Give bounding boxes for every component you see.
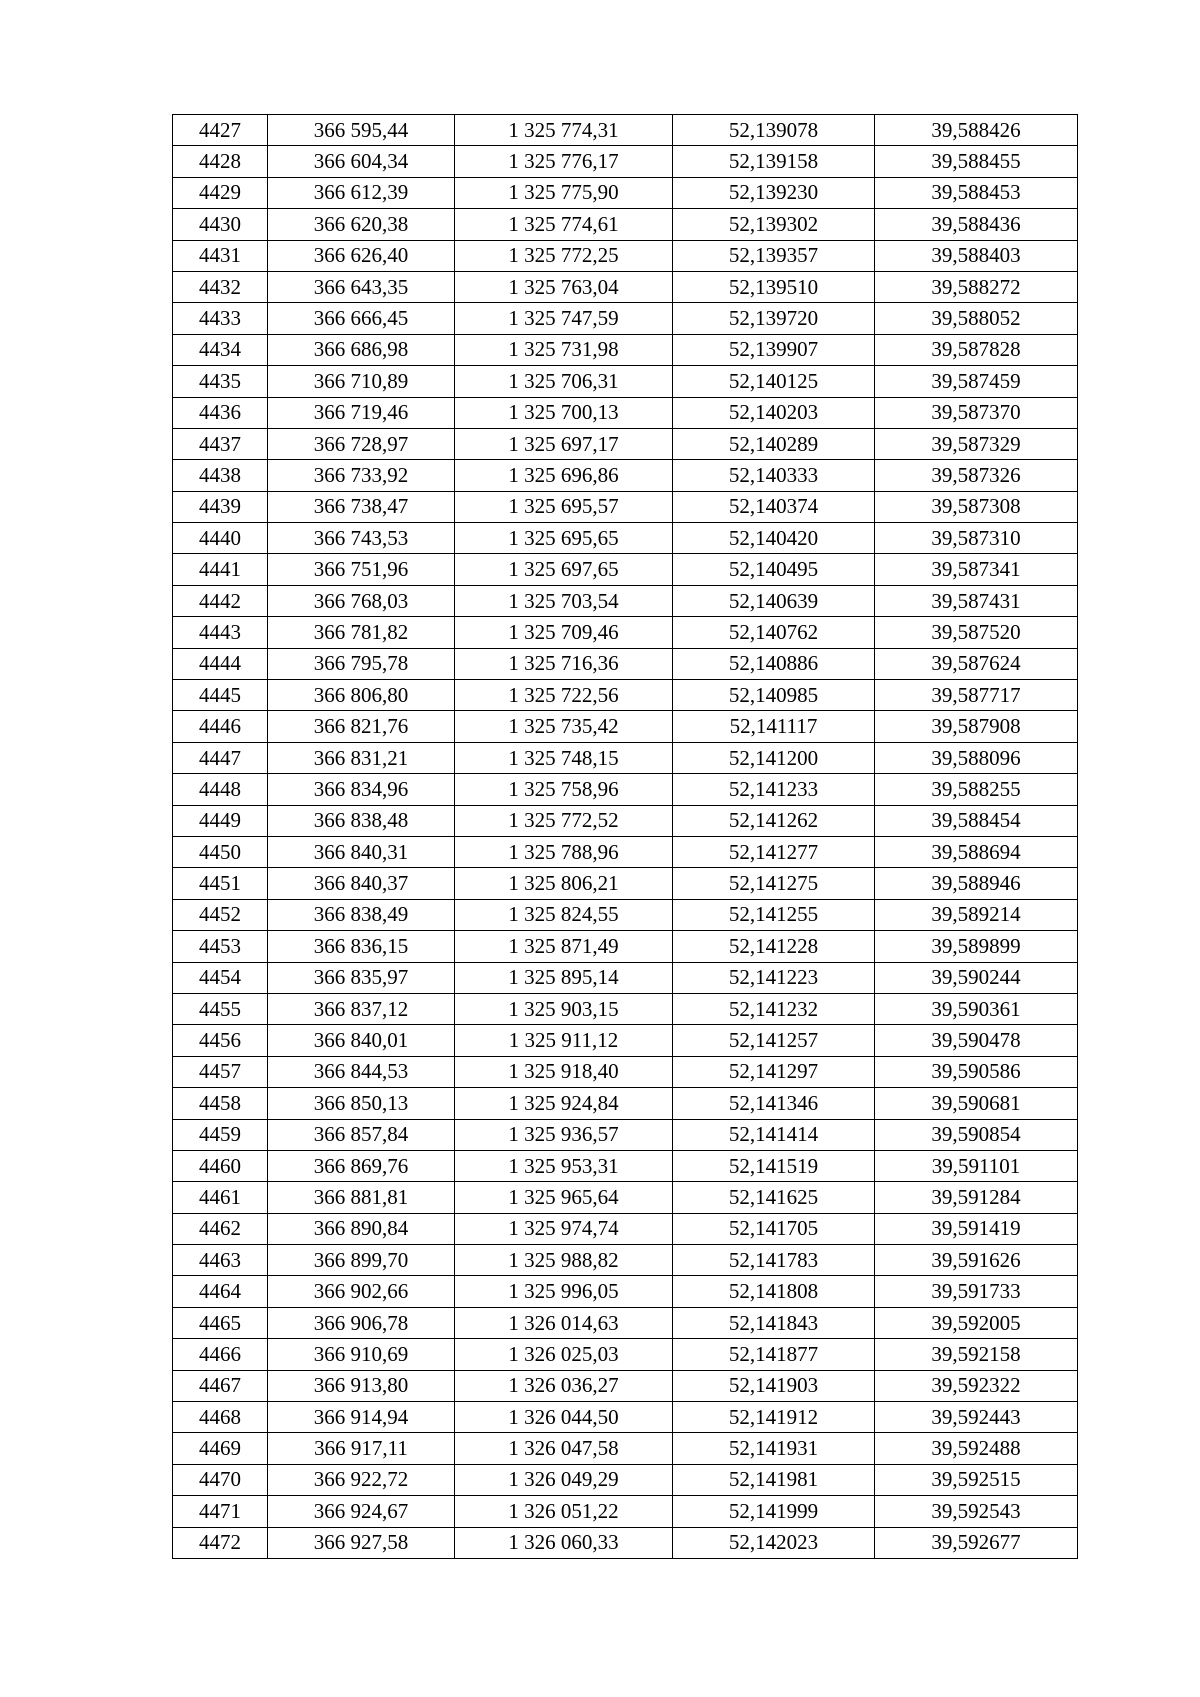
point-number-cell: 4446: [173, 711, 268, 742]
longitude-cell: 39,588096: [875, 742, 1078, 773]
table-row: [173, 1213, 1078, 1244]
x-coordinate-cell: 366 781,82: [268, 617, 455, 648]
longitude-cell: 39,591284: [875, 1182, 1078, 1213]
latitude-cell: 52,141262: [673, 805, 875, 836]
latitude-cell: 52,139510: [673, 271, 875, 302]
y-coordinate-cell: 1 325 747,59: [455, 303, 673, 334]
x-coordinate-cell: 366 850,13: [268, 1088, 455, 1119]
point-number-cell: 4427: [173, 115, 268, 146]
x-coordinate-cell: 366 831,21: [268, 742, 455, 773]
point-number-cell: 4431: [173, 240, 268, 271]
table-row: [173, 397, 1078, 428]
latitude-cell: 52,141625: [673, 1182, 875, 1213]
point-number-cell: 4438: [173, 460, 268, 491]
x-coordinate-cell: 366 719,46: [268, 397, 455, 428]
point-number-cell: 4466: [173, 1339, 268, 1370]
longitude-cell: 39,588694: [875, 836, 1078, 867]
latitude-cell: 52,140333: [673, 460, 875, 491]
longitude-cell: 39,588436: [875, 209, 1078, 240]
x-coordinate-cell: 366 906,78: [268, 1307, 455, 1338]
y-coordinate-cell: 1 325 918,40: [455, 1056, 673, 1087]
point-number-cell: 4468: [173, 1402, 268, 1433]
x-coordinate-cell: 366 751,96: [268, 554, 455, 585]
x-coordinate-cell: 366 840,37: [268, 868, 455, 899]
table-row: [173, 836, 1078, 867]
y-coordinate-cell: 1 325 758,96: [455, 774, 673, 805]
x-coordinate-cell: 366 914,94: [268, 1402, 455, 1433]
table-row: [173, 1150, 1078, 1181]
y-coordinate-cell: 1 325 806,21: [455, 868, 673, 899]
x-coordinate-cell: 366 910,69: [268, 1339, 455, 1370]
y-coordinate-cell: 1 325 895,14: [455, 962, 673, 993]
x-coordinate-cell: 366 643,35: [268, 271, 455, 302]
latitude-cell: 52,139302: [673, 209, 875, 240]
x-coordinate-cell: 366 806,80: [268, 680, 455, 711]
table-row: [173, 1182, 1078, 1213]
table-row: [173, 1496, 1078, 1527]
point-number-cell: 4469: [173, 1433, 268, 1464]
latitude-cell: 52,140639: [673, 585, 875, 616]
x-coordinate-cell: 366 768,03: [268, 585, 455, 616]
y-coordinate-cell: 1 325 911,12: [455, 1025, 673, 1056]
longitude-cell: 39,587828: [875, 334, 1078, 365]
coordinates-table-body: [173, 115, 1078, 1559]
latitude-cell: 52,140374: [673, 491, 875, 522]
y-coordinate-cell: 1 325 731,98: [455, 334, 673, 365]
y-coordinate-cell: 1 325 776,17: [455, 146, 673, 177]
x-coordinate-cell: 366 686,98: [268, 334, 455, 365]
longitude-cell: 39,590854: [875, 1119, 1078, 1150]
y-coordinate-cell: 1 325 924,84: [455, 1088, 673, 1119]
y-coordinate-cell: 1 325 936,57: [455, 1119, 673, 1150]
latitude-cell: 52,141705: [673, 1213, 875, 1244]
x-coordinate-cell: 366 840,31: [268, 836, 455, 867]
table-row: [173, 1119, 1078, 1150]
table-row: [173, 1276, 1078, 1307]
longitude-cell: 39,591419: [875, 1213, 1078, 1244]
y-coordinate-cell: 1 325 871,49: [455, 931, 673, 962]
y-coordinate-cell: 1 325 775,90: [455, 177, 673, 208]
longitude-cell: 39,587624: [875, 648, 1078, 679]
y-coordinate-cell: 1 325 772,52: [455, 805, 673, 836]
y-coordinate-cell: 1 325 788,96: [455, 836, 673, 867]
table-row: [173, 460, 1078, 491]
longitude-cell: 39,588455: [875, 146, 1078, 177]
longitude-cell: 39,590681: [875, 1088, 1078, 1119]
table-row: [173, 1370, 1078, 1401]
latitude-cell: 52,141346: [673, 1088, 875, 1119]
table-row: [173, 366, 1078, 397]
x-coordinate-cell: 366 902,66: [268, 1276, 455, 1307]
table-row: [173, 1464, 1078, 1495]
longitude-cell: 39,587431: [875, 585, 1078, 616]
latitude-cell: 52,141931: [673, 1433, 875, 1464]
table-row: [173, 1307, 1078, 1338]
x-coordinate-cell: 366 913,80: [268, 1370, 455, 1401]
latitude-cell: 52,142023: [673, 1527, 875, 1558]
point-number-cell: 4467: [173, 1370, 268, 1401]
longitude-cell: 39,587310: [875, 523, 1078, 554]
point-number-cell: 4448: [173, 774, 268, 805]
table-row: [173, 742, 1078, 773]
longitude-cell: 39,587341: [875, 554, 1078, 585]
longitude-cell: 39,587308: [875, 491, 1078, 522]
x-coordinate-cell: 366 844,53: [268, 1056, 455, 1087]
latitude-cell: 52,141999: [673, 1496, 875, 1527]
point-number-cell: 4442: [173, 585, 268, 616]
x-coordinate-cell: 366 595,44: [268, 115, 455, 146]
y-coordinate-cell: 1 325 696,86: [455, 460, 673, 491]
table-row: [173, 271, 1078, 302]
longitude-cell: 39,592005: [875, 1307, 1078, 1338]
longitude-cell: 39,592443: [875, 1402, 1078, 1433]
x-coordinate-cell: 366 795,78: [268, 648, 455, 679]
y-coordinate-cell: 1 325 700,13: [455, 397, 673, 428]
x-coordinate-cell: 366 626,40: [268, 240, 455, 271]
x-coordinate-cell: 366 821,76: [268, 711, 455, 742]
x-coordinate-cell: 366 733,92: [268, 460, 455, 491]
x-coordinate-cell: 366 612,39: [268, 177, 455, 208]
point-number-cell: 4451: [173, 868, 268, 899]
longitude-cell: 39,587520: [875, 617, 1078, 648]
latitude-cell: 52,141257: [673, 1025, 875, 1056]
x-coordinate-cell: 366 837,12: [268, 993, 455, 1024]
latitude-cell: 52,140289: [673, 428, 875, 459]
table-row: [173, 1056, 1078, 1087]
table-row: [173, 868, 1078, 899]
x-coordinate-cell: 366 836,15: [268, 931, 455, 962]
y-coordinate-cell: 1 325 774,31: [455, 115, 673, 146]
table-row: [173, 240, 1078, 271]
y-coordinate-cell: 1 325 735,42: [455, 711, 673, 742]
y-coordinate-cell: 1 326 049,29: [455, 1464, 673, 1495]
latitude-cell: 52,141275: [673, 868, 875, 899]
latitude-cell: 52,141117: [673, 711, 875, 742]
y-coordinate-cell: 1 326 014,63: [455, 1307, 673, 1338]
x-coordinate-cell: 366 927,58: [268, 1527, 455, 1558]
latitude-cell: 52,140203: [673, 397, 875, 428]
latitude-cell: 52,140495: [673, 554, 875, 585]
point-number-cell: 4452: [173, 899, 268, 930]
x-coordinate-cell: 366 728,97: [268, 428, 455, 459]
longitude-cell: 39,588946: [875, 868, 1078, 899]
latitude-cell: 52,139230: [673, 177, 875, 208]
table-row: [173, 1025, 1078, 1056]
table-row: [173, 1402, 1078, 1433]
table-row: [173, 1339, 1078, 1370]
table-row: [173, 428, 1078, 459]
table-row: [173, 523, 1078, 554]
latitude-cell: 52,140762: [673, 617, 875, 648]
latitude-cell: 52,139078: [673, 115, 875, 146]
point-number-cell: 4433: [173, 303, 268, 334]
latitude-cell: 52,141297: [673, 1056, 875, 1087]
y-coordinate-cell: 1 326 025,03: [455, 1339, 673, 1370]
x-coordinate-cell: 366 666,45: [268, 303, 455, 334]
point-number-cell: 4440: [173, 523, 268, 554]
y-coordinate-cell: 1 325 996,05: [455, 1276, 673, 1307]
point-number-cell: 4441: [173, 554, 268, 585]
point-number-cell: 4445: [173, 680, 268, 711]
latitude-cell: 52,139720: [673, 303, 875, 334]
y-coordinate-cell: 1 325 772,25: [455, 240, 673, 271]
x-coordinate-cell: 366 917,11: [268, 1433, 455, 1464]
table-row: [173, 962, 1078, 993]
table-row: [173, 303, 1078, 334]
table-row: [173, 1527, 1078, 1558]
point-number-cell: 4464: [173, 1276, 268, 1307]
latitude-cell: 52,139907: [673, 334, 875, 365]
latitude-cell: 52,140420: [673, 523, 875, 554]
table-row: [173, 334, 1078, 365]
point-number-cell: 4428: [173, 146, 268, 177]
longitude-cell: 39,591733: [875, 1276, 1078, 1307]
latitude-cell: 52,141783: [673, 1245, 875, 1276]
longitude-cell: 39,590478: [875, 1025, 1078, 1056]
longitude-cell: 39,588426: [875, 115, 1078, 146]
point-number-cell: 4439: [173, 491, 268, 522]
table-row: [173, 931, 1078, 962]
x-coordinate-cell: 366 604,34: [268, 146, 455, 177]
y-coordinate-cell: 1 325 988,82: [455, 1245, 673, 1276]
longitude-cell: 39,589899: [875, 931, 1078, 962]
latitude-cell: 52,141903: [673, 1370, 875, 1401]
x-coordinate-cell: 366 838,48: [268, 805, 455, 836]
y-coordinate-cell: 1 325 695,65: [455, 523, 673, 554]
longitude-cell: 39,592322: [875, 1370, 1078, 1401]
x-coordinate-cell: 366 743,53: [268, 523, 455, 554]
latitude-cell: 52,141255: [673, 899, 875, 930]
longitude-cell: 39,588272: [875, 271, 1078, 302]
y-coordinate-cell: 1 325 703,54: [455, 585, 673, 616]
y-coordinate-cell: 1 325 706,31: [455, 366, 673, 397]
latitude-cell: 52,140985: [673, 680, 875, 711]
latitude-cell: 52,139158: [673, 146, 875, 177]
y-coordinate-cell: 1 325 974,74: [455, 1213, 673, 1244]
table-row: [173, 1245, 1078, 1276]
x-coordinate-cell: 366 869,76: [268, 1150, 455, 1181]
latitude-cell: 52,141912: [673, 1402, 875, 1433]
longitude-cell: 39,592677: [875, 1527, 1078, 1558]
table-row: [173, 993, 1078, 1024]
table-row: [173, 585, 1078, 616]
longitude-cell: 39,591626: [875, 1245, 1078, 1276]
y-coordinate-cell: 1 325 722,56: [455, 680, 673, 711]
table-row: [173, 115, 1078, 146]
table-row: [173, 491, 1078, 522]
longitude-cell: 39,587329: [875, 428, 1078, 459]
coordinates-table: [172, 114, 1078, 1559]
point-number-cell: 4454: [173, 962, 268, 993]
point-number-cell: 4471: [173, 1496, 268, 1527]
longitude-cell: 39,590361: [875, 993, 1078, 1024]
table-row: [173, 177, 1078, 208]
x-coordinate-cell: 366 620,38: [268, 209, 455, 240]
point-number-cell: 4432: [173, 271, 268, 302]
y-coordinate-cell: 1 325 763,04: [455, 271, 673, 302]
latitude-cell: 52,141233: [673, 774, 875, 805]
y-coordinate-cell: 1 325 716,36: [455, 648, 673, 679]
latitude-cell: 52,141843: [673, 1307, 875, 1338]
y-coordinate-cell: 1 325 697,17: [455, 428, 673, 459]
x-coordinate-cell: 366 857,84: [268, 1119, 455, 1150]
point-number-cell: 4437: [173, 428, 268, 459]
y-coordinate-cell: 1 326 044,50: [455, 1402, 673, 1433]
latitude-cell: 52,139357: [673, 240, 875, 271]
longitude-cell: 39,588403: [875, 240, 1078, 271]
x-coordinate-cell: 366 710,89: [268, 366, 455, 397]
table-row: [173, 774, 1078, 805]
point-number-cell: 4429: [173, 177, 268, 208]
y-coordinate-cell: 1 325 824,55: [455, 899, 673, 930]
point-number-cell: 4449: [173, 805, 268, 836]
y-coordinate-cell: 1 326 051,22: [455, 1496, 673, 1527]
y-coordinate-cell: 1 325 903,15: [455, 993, 673, 1024]
latitude-cell: 52,141414: [673, 1119, 875, 1150]
y-coordinate-cell: 1 325 697,65: [455, 554, 673, 585]
y-coordinate-cell: 1 325 774,61: [455, 209, 673, 240]
y-coordinate-cell: 1 325 965,64: [455, 1182, 673, 1213]
point-number-cell: 4435: [173, 366, 268, 397]
table-row: [173, 1088, 1078, 1119]
x-coordinate-cell: 366 899,70: [268, 1245, 455, 1276]
x-coordinate-cell: 366 924,67: [268, 1496, 455, 1527]
x-coordinate-cell: 366 838,49: [268, 899, 455, 930]
table-row: [173, 209, 1078, 240]
point-number-cell: 4456: [173, 1025, 268, 1056]
table-row: [173, 617, 1078, 648]
longitude-cell: 39,588052: [875, 303, 1078, 334]
latitude-cell: 52,141877: [673, 1339, 875, 1370]
longitude-cell: 39,587459: [875, 366, 1078, 397]
point-number-cell: 4444: [173, 648, 268, 679]
point-number-cell: 4465: [173, 1307, 268, 1338]
latitude-cell: 52,141228: [673, 931, 875, 962]
point-number-cell: 4461: [173, 1182, 268, 1213]
y-coordinate-cell: 1 325 695,57: [455, 491, 673, 522]
x-coordinate-cell: 366 922,72: [268, 1464, 455, 1495]
point-number-cell: 4447: [173, 742, 268, 773]
table-row: [173, 899, 1078, 930]
point-number-cell: 4470: [173, 1464, 268, 1495]
latitude-cell: 52,141200: [673, 742, 875, 773]
x-coordinate-cell: 366 738,47: [268, 491, 455, 522]
longitude-cell: 39,588453: [875, 177, 1078, 208]
longitude-cell: 39,592158: [875, 1339, 1078, 1370]
point-number-cell: 4457: [173, 1056, 268, 1087]
table-row: [173, 805, 1078, 836]
point-number-cell: 4430: [173, 209, 268, 240]
table-row: [173, 711, 1078, 742]
longitude-cell: 39,589214: [875, 899, 1078, 930]
longitude-cell: 39,592543: [875, 1496, 1078, 1527]
point-number-cell: 4455: [173, 993, 268, 1024]
longitude-cell: 39,590244: [875, 962, 1078, 993]
longitude-cell: 39,591101: [875, 1150, 1078, 1181]
longitude-cell: 39,588255: [875, 774, 1078, 805]
x-coordinate-cell: 366 881,81: [268, 1182, 455, 1213]
table-row: [173, 146, 1078, 177]
latitude-cell: 52,141277: [673, 836, 875, 867]
x-coordinate-cell: 366 835,97: [268, 962, 455, 993]
latitude-cell: 52,141519: [673, 1150, 875, 1181]
latitude-cell: 52,140125: [673, 366, 875, 397]
latitude-cell: 52,141232: [673, 993, 875, 1024]
y-coordinate-cell: 1 326 047,58: [455, 1433, 673, 1464]
point-number-cell: 4450: [173, 836, 268, 867]
point-number-cell: 4436: [173, 397, 268, 428]
longitude-cell: 39,587717: [875, 680, 1078, 711]
y-coordinate-cell: 1 325 709,46: [455, 617, 673, 648]
point-number-cell: 4459: [173, 1119, 268, 1150]
latitude-cell: 52,140886: [673, 648, 875, 679]
table-row: [173, 680, 1078, 711]
x-coordinate-cell: 366 834,96: [268, 774, 455, 805]
y-coordinate-cell: 1 326 036,27: [455, 1370, 673, 1401]
point-number-cell: 4443: [173, 617, 268, 648]
y-coordinate-cell: 1 325 953,31: [455, 1150, 673, 1181]
x-coordinate-cell: 366 840,01: [268, 1025, 455, 1056]
longitude-cell: 39,587908: [875, 711, 1078, 742]
latitude-cell: 52,141223: [673, 962, 875, 993]
table-row: [173, 1433, 1078, 1464]
y-coordinate-cell: 1 326 060,33: [455, 1527, 673, 1558]
point-number-cell: 4453: [173, 931, 268, 962]
point-number-cell: 4462: [173, 1213, 268, 1244]
point-number-cell: 4434: [173, 334, 268, 365]
longitude-cell: 39,590586: [875, 1056, 1078, 1087]
point-number-cell: 4458: [173, 1088, 268, 1119]
longitude-cell: 39,592488: [875, 1433, 1078, 1464]
latitude-cell: 52,141981: [673, 1464, 875, 1495]
point-number-cell: 4472: [173, 1527, 268, 1558]
point-number-cell: 4460: [173, 1150, 268, 1181]
longitude-cell: 39,592515: [875, 1464, 1078, 1495]
latitude-cell: 52,141808: [673, 1276, 875, 1307]
y-coordinate-cell: 1 325 748,15: [455, 742, 673, 773]
longitude-cell: 39,587326: [875, 460, 1078, 491]
x-coordinate-cell: 366 890,84: [268, 1213, 455, 1244]
longitude-cell: 39,587370: [875, 397, 1078, 428]
point-number-cell: 4463: [173, 1245, 268, 1276]
table-row: [173, 554, 1078, 585]
longitude-cell: 39,588454: [875, 805, 1078, 836]
table-row: [173, 648, 1078, 679]
